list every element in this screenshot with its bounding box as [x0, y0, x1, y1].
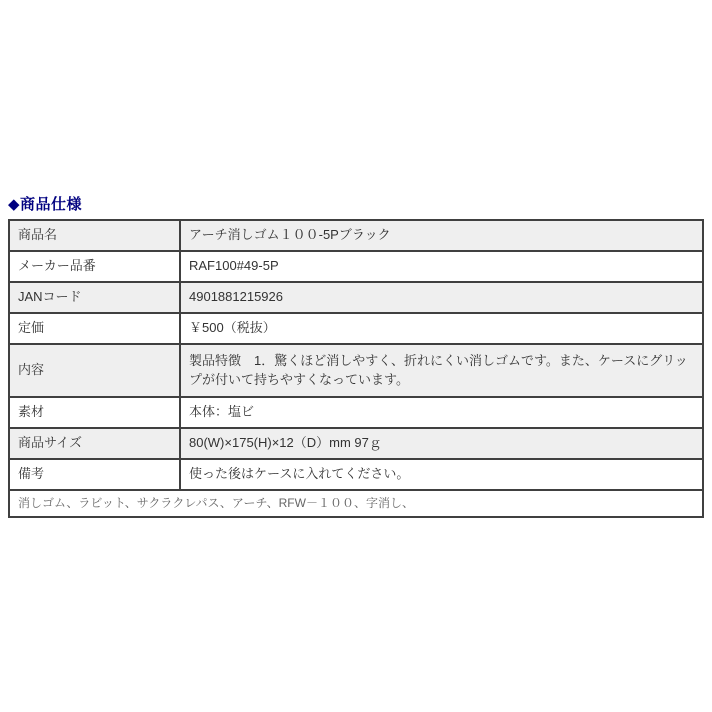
- spec-heading: ◆商品仕様: [8, 196, 83, 213]
- spec-value: 80(W)×175(H)×12（D）mm 97ｇ: [180, 428, 703, 459]
- spec-value: アーチ消しゴム１００-5Pブラック: [180, 220, 703, 251]
- spec-row-material: [9, 397, 703, 428]
- spec-row-keywords: [9, 490, 703, 517]
- spec-label: 商品サイズ: [9, 428, 180, 459]
- spec-label: 備考: [9, 459, 180, 490]
- spec-value: 製品特徴 1．驚くほど消しやすく、折れにくい消しゴムです。また、ケースにグリップが付いて持ちやすくなっています。: [180, 344, 703, 397]
- spec-row-description: [9, 344, 703, 397]
- spec-value: 使った後はケースに入れてください。: [180, 459, 703, 490]
- spec-row-maker-code: [9, 251, 703, 282]
- spec-value: 本体：塩ビ: [180, 397, 703, 428]
- spec-label: 定価: [9, 313, 180, 344]
- spec-row-product-name: [9, 220, 703, 251]
- spec-value: 4901881215926: [180, 282, 703, 313]
- spec-row-remarks: [9, 459, 703, 490]
- spec-label: 内容: [9, 344, 180, 397]
- spec-table: [8, 219, 704, 518]
- spec-label: 素材: [9, 397, 180, 428]
- product-spec-section: [8, 193, 704, 518]
- spec-value: ￥500（税抜）: [180, 313, 703, 344]
- spec-row-jan-code: [9, 282, 703, 313]
- spec-row-list-price: [9, 313, 703, 344]
- spec-label: 商品名: [9, 220, 180, 251]
- spec-label: JANコード: [9, 282, 180, 313]
- keywords-text: 消しゴム、ラビット、サクラクレパス、アーチ、RFW－１００、字消し、: [9, 490, 703, 517]
- spec-value: RAF100#49-5P: [180, 251, 703, 282]
- spec-label: メーカー品番: [9, 251, 180, 282]
- spec-row-size: [9, 428, 703, 459]
